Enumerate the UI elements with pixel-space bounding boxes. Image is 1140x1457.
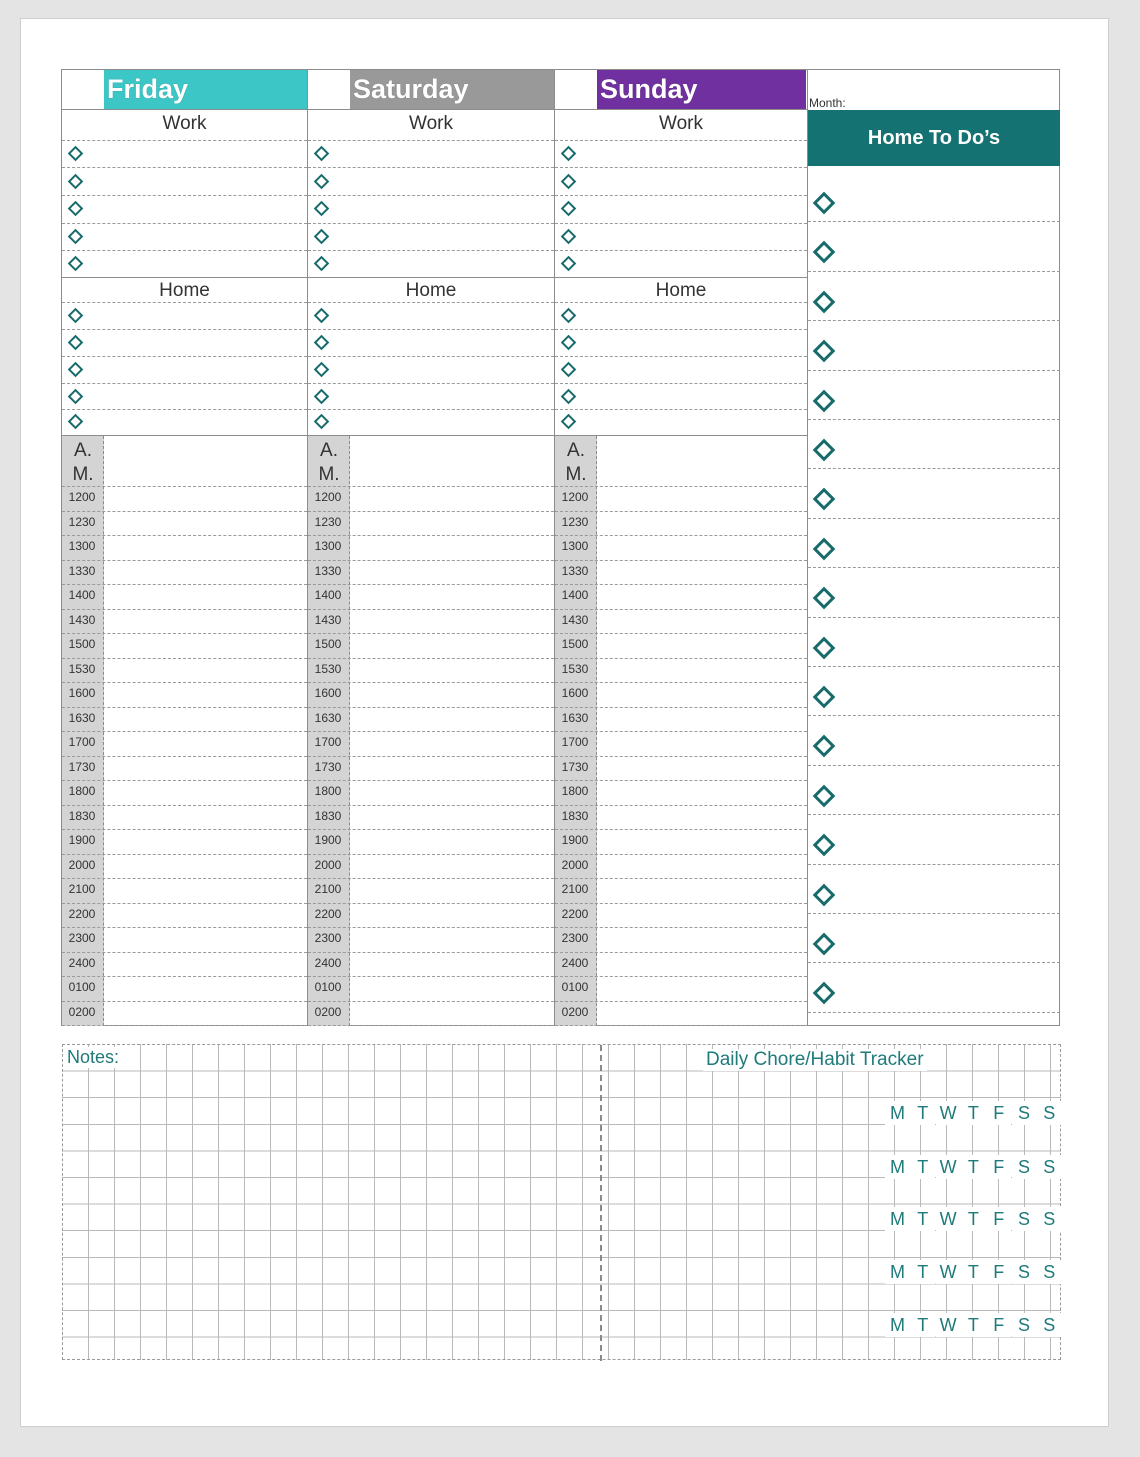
time-slot-label: 1800 (561, 784, 589, 799)
time-slot-rule (555, 1025, 807, 1026)
time-slot-label: 1730 (314, 759, 342, 774)
time-slot-rule (62, 707, 307, 708)
time-slot-label: 1500 (314, 637, 342, 652)
time-slot-label: 0100 (561, 980, 589, 995)
time-slot-rule (555, 511, 807, 512)
todo-row-rule (808, 271, 1060, 272)
todo-checkbox-diamond-icon[interactable] (813, 488, 836, 511)
time-slot-label: 1900 (314, 833, 342, 848)
time-slot-rule (308, 609, 554, 610)
time-slot-rule (555, 682, 807, 683)
habit-day-t[interactable]: T (910, 1313, 935, 1337)
habit-day-f[interactable]: F (986, 1313, 1011, 1337)
habit-day-m[interactable]: M (885, 1155, 910, 1179)
checkbox-diamond-icon[interactable] (314, 229, 330, 245)
todo-checkbox-diamond-icon[interactable] (813, 686, 836, 709)
time-slot-rule (308, 903, 554, 904)
habit-day-s[interactable]: S (1012, 1155, 1037, 1179)
habit-day-s[interactable]: S (1037, 1207, 1062, 1231)
todo-checkbox-diamond-icon[interactable] (813, 982, 836, 1005)
time-slot-label: 0200 (68, 1004, 96, 1019)
row-rule (308, 409, 554, 410)
am-label: M. (318, 464, 340, 485)
time-slot-rule (308, 731, 554, 732)
time-slot-label: 2200 (561, 906, 589, 921)
time-slot-label: 1830 (561, 808, 589, 823)
time-slot-rule (308, 1001, 554, 1002)
time-slot-rule (62, 878, 307, 879)
section-rule (555, 277, 807, 278)
time-slot-rule (62, 511, 307, 512)
time-slot-label: 1700 (561, 735, 589, 750)
row-rule (555, 223, 807, 224)
day-column-saturday (308, 70, 555, 1026)
habit-day-s[interactable]: S (1037, 1260, 1062, 1284)
time-slot-rule (555, 560, 807, 561)
time-slot-label: 2100 (314, 882, 342, 897)
row-rule (62, 167, 307, 168)
checkbox-diamond-icon[interactable] (68, 256, 84, 272)
todo-checkbox-diamond-icon[interactable] (813, 834, 836, 857)
time-slot-rule (308, 535, 554, 536)
time-slot-label: 0200 (314, 1004, 342, 1019)
time-slot-label: 2200 (68, 906, 96, 921)
home-section-label: Home (159, 280, 210, 301)
todo-checkbox-diamond-icon[interactable] (813, 587, 836, 610)
checkbox-diamond-icon[interactable] (68, 335, 84, 351)
time-slot-label: 1530 (561, 661, 589, 676)
time-slot-rule (62, 1001, 307, 1002)
time-slot-rule (555, 707, 807, 708)
time-slot-rule (62, 560, 307, 561)
row-rule (62, 409, 307, 410)
habit-day-f[interactable]: F (986, 1101, 1011, 1125)
home-section-label: Home (655, 280, 707, 301)
time-slot-rule (62, 658, 307, 659)
time-slot-rule (308, 756, 554, 757)
time-slot-rule (555, 780, 807, 781)
section-rule (308, 277, 554, 278)
time-slot-label: 0100 (314, 980, 342, 995)
work-section-label: Work (659, 113, 703, 134)
time-slot-rule (308, 1025, 554, 1026)
time-slot-label: 2400 (314, 955, 342, 970)
time-slot-label: 2000 (314, 857, 342, 872)
checkbox-diamond-icon[interactable] (314, 389, 330, 405)
row-rule (62, 329, 307, 330)
todo-checkbox-diamond-icon[interactable] (813, 241, 836, 264)
time-slot-label: 1200 (314, 490, 342, 504)
time-slot-label: 1400 (561, 588, 589, 603)
time-slot-rule (555, 609, 807, 610)
time-slot-label: 1730 (68, 759, 96, 774)
header-rule (308, 109, 554, 110)
time-slot-rule (62, 927, 307, 928)
row-rule (555, 329, 807, 330)
checkbox-diamond-icon[interactable] (561, 414, 577, 430)
time-slot-rule (308, 927, 554, 928)
todo-row-rule (808, 864, 1060, 865)
checkbox-diamond-icon[interactable] (561, 362, 577, 378)
row-rule (555, 302, 807, 303)
habit-day-w[interactable]: W (936, 1101, 961, 1125)
time-slot-rule (308, 658, 554, 659)
am-label: M. (72, 464, 94, 485)
time-slot-rule (308, 511, 554, 512)
checkbox-diamond-icon[interactable] (68, 201, 84, 217)
habit-day-t[interactable]: T (910, 1260, 935, 1284)
habit-day-f[interactable]: F (986, 1207, 1011, 1231)
habit-day-s[interactable]: S (1037, 1101, 1062, 1125)
time-slot-label: 1900 (561, 833, 589, 848)
time-slot-rule (555, 903, 807, 904)
time-slot-label: 2300 (314, 931, 342, 946)
time-slot-rule (555, 731, 807, 732)
notes-tracker-grid (62, 1044, 1061, 1360)
am-label: A. (74, 440, 92, 461)
habit-day-w[interactable]: W (936, 1155, 961, 1179)
time-slot-rule (308, 780, 554, 781)
time-slot-label: 1230 (68, 514, 96, 529)
row-rule (555, 383, 807, 384)
time-slot-label: 1330 (68, 563, 96, 578)
time-slot-label: 2400 (561, 955, 589, 970)
todo-row-rule (808, 715, 1060, 716)
time-slot-label: 1800 (68, 784, 96, 799)
day-header-sunday: Sunday (597, 70, 806, 109)
time-slot-rule (555, 584, 807, 585)
time-slot-rule (555, 633, 807, 634)
todo-checkbox-diamond-icon[interactable] (813, 784, 836, 807)
todo-checkbox-diamond-icon[interactable] (813, 192, 836, 215)
am-label: A. (567, 440, 585, 461)
habit-day-w[interactable]: W (936, 1260, 961, 1284)
time-slot-label: 2400 (68, 955, 96, 970)
am-label: A. (320, 440, 338, 461)
row-rule (62, 250, 307, 251)
am-label: M. (565, 464, 587, 485)
habit-day-s[interactable]: S (1012, 1207, 1037, 1231)
habit-day-t[interactable]: T (961, 1260, 986, 1284)
time-slot-label: 1700 (314, 735, 342, 750)
habit-day-w[interactable]: W (936, 1313, 961, 1337)
checkbox-diamond-icon[interactable] (314, 256, 330, 272)
todo-row-rule (808, 468, 1060, 469)
todo-checkbox-diamond-icon[interactable] (813, 933, 836, 956)
time-slot-label: 1700 (68, 735, 96, 750)
time-slot-label: 2100 (68, 882, 96, 897)
weekly-planner (61, 69, 1060, 1026)
row-rule (62, 383, 307, 384)
time-slot-label: 1600 (314, 686, 342, 701)
todo-row-rule (808, 765, 1060, 766)
time-slot-label: 2000 (68, 857, 96, 872)
row-rule (308, 302, 554, 303)
habit-day-s[interactable]: S (1012, 1260, 1037, 1284)
time-slot-rule (555, 829, 807, 830)
habit-tracker-title: Daily Chore/Habit Tracker (703, 1049, 927, 1071)
row-rule (308, 223, 554, 224)
time-slot-rule (308, 805, 554, 806)
time-slot-rule (62, 976, 307, 977)
time-slot-label: 1600 (561, 686, 589, 701)
work-section-label: Work (162, 113, 207, 134)
header-rule (555, 109, 807, 110)
todo-row-rule (808, 962, 1060, 963)
todo-row-rule (808, 221, 1060, 222)
checkbox-diamond-icon[interactable] (561, 256, 577, 272)
time-slot-label: 1630 (68, 710, 96, 725)
todo-row-rule (808, 617, 1060, 618)
row-rule (62, 223, 307, 224)
time-slot-label: 1300 (314, 539, 342, 554)
time-slot-rule (62, 952, 307, 953)
habit-day-m[interactable]: M (885, 1207, 910, 1231)
checkbox-diamond-icon[interactable] (561, 308, 577, 324)
row-rule (308, 195, 554, 196)
home-todo-column (808, 70, 1060, 1026)
time-slot-label: 1300 (561, 539, 589, 554)
row-rule (62, 140, 307, 141)
time-slot-label: 1830 (314, 808, 342, 823)
time-slot-label: 0100 (68, 980, 96, 995)
work-section-label: Work (409, 113, 453, 134)
habit-day-t[interactable]: T (961, 1155, 986, 1179)
time-slot-label: 2200 (314, 906, 342, 921)
row-rule (555, 409, 807, 410)
time-slot-rule (308, 707, 554, 708)
header-rule (62, 109, 307, 110)
day-column-sunday (555, 70, 808, 1026)
habit-day-f[interactable]: F (986, 1260, 1011, 1284)
checkbox-diamond-icon[interactable] (68, 174, 84, 190)
time-slot-label: 1430 (68, 612, 96, 627)
habit-day-t[interactable]: T (961, 1313, 986, 1337)
habit-day-s[interactable]: S (1037, 1155, 1062, 1179)
day-header-friday: Friday (104, 70, 307, 109)
notes-divider (600, 1045, 602, 1361)
time-slot-rule (308, 560, 554, 561)
todo-checkbox-diamond-icon[interactable] (813, 883, 836, 906)
todo-row-rule (808, 320, 1060, 321)
todo-checkbox-diamond-icon[interactable] (813, 439, 836, 462)
row-rule (62, 195, 307, 196)
time-slot-rule (308, 854, 554, 855)
time-slot-rule (555, 927, 807, 928)
row-rule (308, 486, 554, 487)
todo-row-rule (808, 666, 1060, 667)
row-rule (308, 140, 554, 141)
time-slot-rule (62, 903, 307, 904)
home-section-label: Home (405, 280, 457, 301)
checkbox-diamond-icon[interactable] (68, 229, 84, 245)
checkbox-diamond-icon[interactable] (314, 308, 330, 324)
habit-day-t[interactable]: T (961, 1207, 986, 1231)
habit-day-m[interactable]: M (885, 1260, 910, 1284)
time-slot-label: 1500 (68, 637, 96, 652)
time-slot-label: 1300 (68, 539, 96, 554)
time-slot-label: 1230 (314, 514, 342, 529)
checkbox-diamond-icon[interactable] (561, 146, 577, 162)
time-slot-rule (62, 584, 307, 585)
time-slot-rule (555, 658, 807, 659)
time-slot-rule (555, 854, 807, 855)
checkbox-diamond-icon[interactable] (561, 335, 577, 351)
month-label: Month: (809, 96, 846, 110)
time-slot-rule (555, 952, 807, 953)
checkbox-diamond-icon[interactable] (561, 201, 577, 217)
time-slot-label: 1500 (561, 637, 589, 652)
habit-day-s[interactable]: S (1012, 1313, 1037, 1337)
row-rule (555, 250, 807, 251)
row-rule (62, 486, 307, 487)
time-slot-label: 1200 (68, 490, 96, 504)
time-slot-label: 1530 (68, 661, 96, 676)
time-slot-label: 1530 (314, 661, 342, 676)
time-slot-label: 1600 (68, 686, 96, 701)
time-slot-label: 1630 (561, 710, 589, 725)
todo-row-rule (808, 419, 1060, 420)
time-slot-label: 1430 (314, 612, 342, 627)
checkbox-diamond-icon[interactable] (68, 308, 84, 324)
time-slot-rule (308, 878, 554, 879)
habit-day-s[interactable]: S (1037, 1313, 1062, 1337)
habit-day-t[interactable]: T (910, 1155, 935, 1179)
checkbox-diamond-icon[interactable] (314, 174, 330, 190)
time-slot-label: 1730 (561, 759, 589, 774)
todo-row-rule (808, 814, 1060, 815)
time-slot-label: 0200 (561, 1004, 589, 1019)
checkbox-diamond-icon[interactable] (68, 414, 84, 430)
checkbox-diamond-icon[interactable] (68, 362, 84, 378)
row-rule (308, 329, 554, 330)
time-slot-rule (62, 535, 307, 536)
time-slot-rule (308, 584, 554, 585)
time-slot-label: 2300 (68, 931, 96, 946)
habit-day-t[interactable]: T (961, 1101, 986, 1125)
notes-label: Notes: (67, 1047, 120, 1067)
day-column-friday (62, 70, 308, 1026)
time-slot-label: 2000 (561, 857, 589, 872)
time-slot-label: 1830 (68, 808, 96, 823)
time-slot-rule (62, 609, 307, 610)
todo-checkbox-diamond-icon[interactable] (813, 290, 836, 313)
habit-day-f[interactable]: F (986, 1155, 1011, 1179)
row-rule (555, 195, 807, 196)
checkbox-diamond-icon[interactable] (314, 146, 330, 162)
checkbox-diamond-icon[interactable] (68, 146, 84, 162)
row-rule (555, 167, 807, 168)
time-slot-rule (62, 1025, 307, 1026)
checkbox-diamond-icon[interactable] (314, 201, 330, 217)
time-slot-rule (62, 756, 307, 757)
time-slot-label: 1800 (314, 784, 342, 799)
time-slot-rule (308, 682, 554, 683)
row-rule (555, 486, 807, 487)
time-slot-rule (62, 854, 307, 855)
checkbox-diamond-icon[interactable] (561, 389, 577, 405)
time-slot-label: 1400 (314, 588, 342, 603)
time-slot-rule (62, 805, 307, 806)
todo-checkbox-diamond-icon[interactable] (813, 389, 836, 412)
todo-checkbox-diamond-icon[interactable] (813, 340, 836, 363)
checkbox-diamond-icon[interactable] (561, 229, 577, 245)
todo-row-rule (808, 913, 1060, 914)
time-slot-label: 1630 (314, 710, 342, 725)
row-rule (62, 356, 307, 357)
time-slot-rule (555, 878, 807, 879)
checkbox-diamond-icon[interactable] (314, 414, 330, 430)
time-slot-label: 1400 (68, 588, 96, 603)
time-slot-rule (62, 731, 307, 732)
row-rule (308, 250, 554, 251)
habit-day-t[interactable]: T (910, 1101, 935, 1125)
row-rule (555, 356, 807, 357)
time-slot-label: 1230 (561, 514, 589, 529)
time-slot-label: 1330 (314, 563, 342, 578)
time-slot-rule (308, 952, 554, 953)
todo-row-rule (808, 518, 1060, 519)
checkbox-diamond-icon[interactable] (68, 389, 84, 405)
time-slot-rule (62, 780, 307, 781)
day-header-saturday: Saturday (350, 70, 554, 109)
todo-row-rule (808, 370, 1060, 371)
habit-day-m[interactable]: M (885, 1313, 910, 1337)
row-rule (308, 167, 554, 168)
time-slot-rule (62, 829, 307, 830)
time-slot-rule (555, 535, 807, 536)
row-rule (308, 356, 554, 357)
habit-day-s[interactable]: S (1012, 1101, 1037, 1125)
row-rule (62, 302, 307, 303)
todo-checkbox-diamond-icon[interactable] (813, 735, 836, 758)
checkbox-diamond-icon[interactable] (561, 174, 577, 190)
time-slot-rule (62, 682, 307, 683)
home-todo-header: Home To Do’s (808, 110, 1060, 166)
time-slot-rule (555, 756, 807, 757)
todo-row-rule (808, 1012, 1060, 1013)
todo-checkbox-diamond-icon[interactable] (813, 636, 836, 659)
time-slot-label: 2300 (561, 931, 589, 946)
time-slot-label: 1200 (561, 490, 589, 504)
habit-day-w[interactable]: W (936, 1207, 961, 1231)
row-rule (555, 140, 807, 141)
time-slot-label: 1330 (561, 563, 589, 578)
time-slot-rule (308, 829, 554, 830)
time-slot-rule (555, 1001, 807, 1002)
checkbox-diamond-icon[interactable] (314, 335, 330, 351)
todo-row-rule (808, 567, 1060, 568)
time-slot-rule (62, 633, 307, 634)
section-rule (62, 277, 307, 278)
time-slot-label: 1430 (561, 612, 589, 627)
time-slot-rule (308, 633, 554, 634)
todo-checkbox-diamond-icon[interactable] (813, 537, 836, 560)
checkbox-diamond-icon[interactable] (314, 362, 330, 378)
time-slot-rule (555, 805, 807, 806)
time-slot-rule (308, 976, 554, 977)
habit-day-t[interactable]: T (910, 1207, 935, 1231)
time-slot-label: 2100 (561, 882, 589, 897)
row-rule (308, 383, 554, 384)
habit-day-m[interactable]: M (885, 1101, 910, 1125)
time-slot-rule (555, 976, 807, 977)
time-slot-label: 1900 (68, 833, 96, 848)
